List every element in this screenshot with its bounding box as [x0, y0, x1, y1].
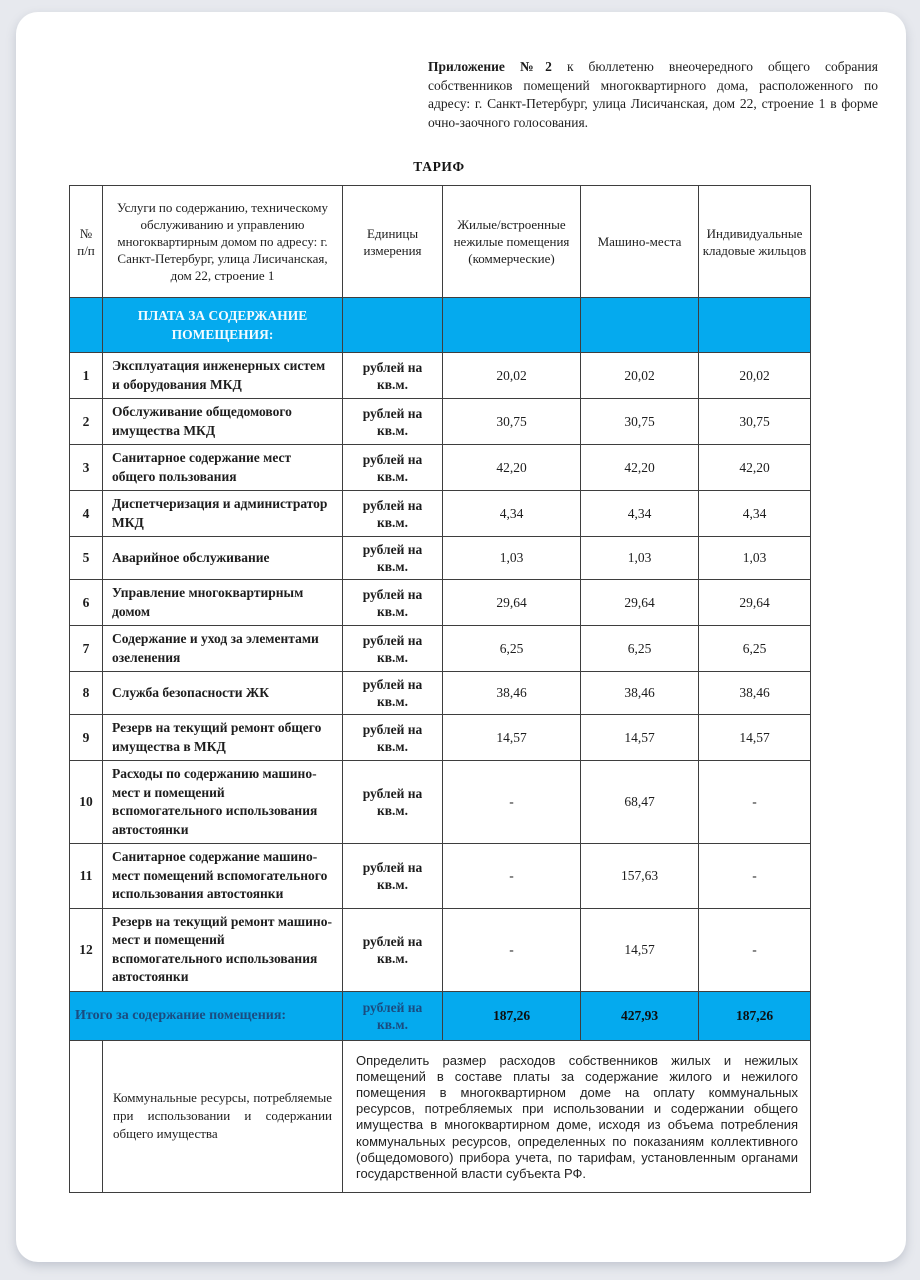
value-residential: - — [443, 844, 581, 909]
col-header-parking: Машино-места — [581, 186, 699, 298]
row-number: 1 — [70, 353, 103, 399]
unit-of-measure: рублей на кв.м. — [343, 353, 443, 399]
value-residential: - — [443, 908, 581, 991]
table-row — [70, 580, 811, 626]
unit-of-measure: рублей на кв.м. — [343, 537, 443, 580]
value-parking: 6,25 — [581, 626, 699, 672]
service-name: Содержание и уход за элементами озеленения — [103, 626, 343, 672]
total-unit: рублей на кв.м. — [343, 991, 443, 1040]
unit-of-measure: рублей на кв.м. — [343, 580, 443, 626]
value-parking: 20,02 — [581, 353, 699, 399]
value-storage: 14,57 — [699, 715, 811, 761]
service-name: Обслуживание общедомового имущества МКД — [103, 399, 343, 445]
unit-of-measure: рублей на кв.м. — [343, 715, 443, 761]
service-name: Управление многоквартирным домом — [103, 580, 343, 626]
table-row — [70, 445, 811, 491]
row-number: 10 — [70, 761, 103, 844]
section-empty-cell — [699, 298, 811, 353]
value-residential: - — [443, 761, 581, 844]
section-empty-cell — [343, 298, 443, 353]
col-header-units: Единицы измерения — [343, 186, 443, 298]
unit-of-measure: рублей на кв.м. — [343, 672, 443, 715]
value-residential: 4,34 — [443, 491, 581, 537]
unit-of-measure: рублей на кв.м. — [343, 445, 443, 491]
value-storage: 42,20 — [699, 445, 811, 491]
table-row — [70, 761, 811, 844]
total-value-storage: 187,26 — [699, 991, 811, 1040]
col-header-number: № п/п — [70, 186, 103, 298]
value-residential: 14,57 — [443, 715, 581, 761]
value-residential: 42,20 — [443, 445, 581, 491]
value-parking: 30,75 — [581, 399, 699, 445]
total-value-parking: 427,93 — [581, 991, 699, 1040]
value-parking: 42,20 — [581, 445, 699, 491]
communal-empty-cell — [70, 1040, 103, 1193]
value-parking: 1,03 — [581, 537, 699, 580]
value-parking: 29,64 — [581, 580, 699, 626]
value-storage: 20,02 — [699, 353, 811, 399]
unit-of-measure: рублей на кв.м. — [343, 399, 443, 445]
value-parking: 4,34 — [581, 491, 699, 537]
row-number: 2 — [70, 399, 103, 445]
value-storage: 4,34 — [699, 491, 811, 537]
unit-of-measure: рублей на кв.м. — [343, 844, 443, 909]
table-row — [70, 399, 811, 445]
row-number: 6 — [70, 580, 103, 626]
section-empty-cell — [70, 298, 103, 353]
value-residential: 20,02 — [443, 353, 581, 399]
service-name: Расходы по содержанию машино-мест и помещений вспомогательного использования автостоянки — [103, 761, 343, 844]
page-title: ТАРИФ — [413, 159, 465, 174]
service-name: Диспетчеризация и администратор МКД — [103, 491, 343, 537]
service-name: Санитарное содержание машино-мест помещений вспомогательного использования автостоянки — [103, 844, 343, 909]
row-number: 4 — [70, 491, 103, 537]
value-storage: - — [699, 844, 811, 909]
col-header-residential: Жилые/встроенные нежилые помещения (коммерческие) — [443, 186, 581, 298]
table-row — [70, 672, 811, 715]
service-name: Резерв на текущий ремонт общего имущества в МКД — [103, 715, 343, 761]
service-name: Резерв на текущий ремонт машино-мест и помещений вспомогательного использования автостоянки — [103, 908, 343, 991]
value-storage: 38,46 — [699, 672, 811, 715]
tariff-table — [69, 185, 811, 1193]
appendix-note-number: Приложение №2 — [428, 59, 552, 74]
unit-of-measure: рублей на кв.м. — [343, 491, 443, 537]
communal-label: Коммунальные ресурсы, потребляемые при использовании и содержании общего имущества — [103, 1040, 343, 1193]
row-number: 3 — [70, 445, 103, 491]
communal-resources-row — [70, 1040, 811, 1193]
service-name: Санитарное содержание мест общего пользования — [103, 445, 343, 491]
value-parking: 157,63 — [581, 844, 699, 909]
row-number: 8 — [70, 672, 103, 715]
service-name: Эксплуатация инженерных систем и оборудования МКД — [103, 353, 343, 399]
table-row — [70, 626, 811, 672]
service-name: Служба безопасности ЖК — [103, 672, 343, 715]
value-storage: 30,75 — [699, 399, 811, 445]
section-empty-cell — [443, 298, 581, 353]
table-row — [70, 353, 811, 399]
total-label: Итого за содержание помещения: — [70, 991, 343, 1040]
value-storage: 6,25 — [699, 626, 811, 672]
service-name: Аварийное обслуживание — [103, 537, 343, 580]
header-row — [70, 186, 811, 298]
unit-of-measure: рублей на кв.м. — [343, 761, 443, 844]
appendix-note — [428, 58, 878, 132]
col-header-services: Услуги по содержанию, техническому обслуживанию и управлению многоквартирным домом по адресу: г. Санкт-Петербург, улица Лисичанская, дом 22, строение 1 — [103, 186, 343, 298]
communal-description: Определить размер расходов собственников жилых и нежилых помещений в составе платы за содержание жилого и нежилого помещения в многоквартирном доме на оплату коммунальных ресурсов, потребляемых при использовании и содержании общего имущества в многоквартирном доме, исходя из объема потребления коммунальных ресурсов, определенных по показаниям коллективного (общедомового) прибора учета, по тарифам, установленным органами государственной власти субъекта РФ. — [343, 1040, 811, 1193]
table-footer — [70, 991, 811, 1193]
value-storage: 1,03 — [699, 537, 811, 580]
value-parking: 68,47 — [581, 761, 699, 844]
table-row — [70, 844, 811, 909]
section-header-row — [70, 298, 811, 353]
total-row — [70, 991, 811, 1040]
value-storage: - — [699, 761, 811, 844]
row-number: 5 — [70, 537, 103, 580]
value-residential: 29,64 — [443, 580, 581, 626]
appendix-note-text: к бюллетеню внеочередного общего собрания собственников помещений многоквартирного дома, расположенного по адресу: г. Санкт-Петербург, улица Лисичанская, дом 22, строение 1 в форме очно-заочного голосования. — [428, 59, 878, 130]
total-value-residential: 187,26 — [443, 991, 581, 1040]
value-residential: 30,75 — [443, 399, 581, 445]
section-empty-cell — [581, 298, 699, 353]
unit-of-measure: рублей на кв.м. — [343, 908, 443, 991]
value-parking: 14,57 — [581, 908, 699, 991]
value-residential: 38,46 — [443, 672, 581, 715]
col-header-storage: Индивидуальные кладовые жильцов — [699, 186, 811, 298]
document-page — [16, 12, 906, 1262]
row-number: 11 — [70, 844, 103, 909]
table-header — [70, 186, 811, 298]
row-number: 7 — [70, 626, 103, 672]
section-band — [70, 298, 811, 353]
section-header-label: ПЛАТА ЗА СОДЕРЖАНИЕ ПОМЕЩЕНИЯ: — [103, 298, 343, 353]
unit-of-measure: рублей на кв.м. — [343, 626, 443, 672]
value-residential: 6,25 — [443, 626, 581, 672]
table-row — [70, 715, 811, 761]
row-number: 12 — [70, 908, 103, 991]
table-row — [70, 908, 811, 991]
value-parking: 38,46 — [581, 672, 699, 715]
row-number: 9 — [70, 715, 103, 761]
value-parking: 14,57 — [581, 715, 699, 761]
value-storage: 29,64 — [699, 580, 811, 626]
value-residential: 1,03 — [443, 537, 581, 580]
table-row — [70, 491, 811, 537]
table-body — [70, 353, 811, 992]
value-storage: - — [699, 908, 811, 991]
table-row — [70, 537, 811, 580]
